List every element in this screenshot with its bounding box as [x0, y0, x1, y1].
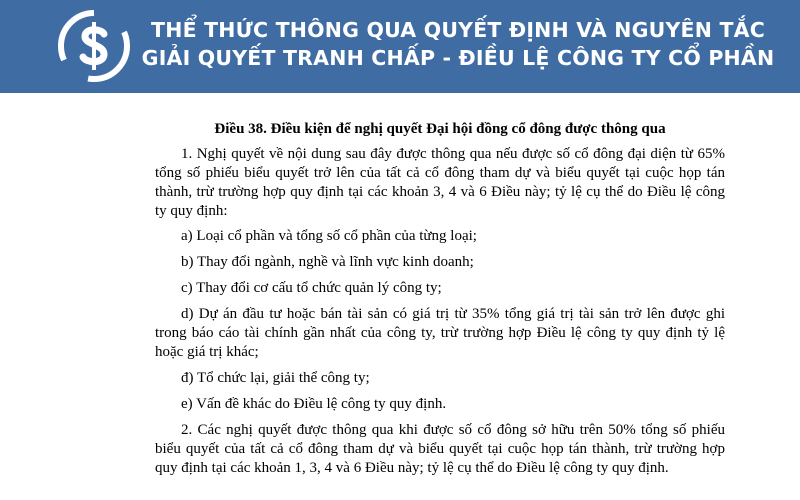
page-title [138, 16, 778, 72]
item-dd: đ) Tổ chức lại, giải thể công ty; [181, 370, 370, 386]
item-b: b) Thay đổi ngành, nghề và lĩnh vực kinh doanh; [181, 254, 474, 270]
document-body [155, 120, 725, 484]
dollar-coin-icon [58, 10, 130, 82]
page-title-line-1: THỂ THỨC THÔNG QUA QUYẾT ĐỊNH VÀ NGUYÊN TẮC [151, 18, 765, 42]
item-c: c) Thay đổi cơ cấu tổ chức quản lý công ty; [181, 280, 442, 296]
clause-2: 2. Các nghị quyết được thông qua khi được số cổ đông sở hữu trên 50% tổng số phiếu biểu quyết của tất cả cổ đông tham dự và biểu quyết tại cuộc họp tán thành, trừ trường hợp quy định tại các khoản 1, 3, 4 và 6 Điều này; tỷ lệ cụ thể do Điều lệ công ty quy định. [155, 422, 725, 476]
item-a: a) Loại cổ phần và tổng số cổ phần của từng loại; [181, 228, 477, 244]
article-heading: Điều 38. Điều kiện để nghị quyết Đại hội đồng cổ đông được thông qua [214, 121, 666, 137]
clause-1: 1. Nghị quyết về nội dung sau đây được thông qua nếu được số cổ đông đại diện từ 65% tổng số phiếu biểu quyết trở lên của tất cả cổ đông tham dự và biểu quyết tại cuộc họp tán thành, trừ trường hợp quy định tại các khoản 3, 4 và 6 Điều này; tỷ lệ cụ thể do Điều lệ công ty quy định: [155, 146, 725, 219]
item-d: d) Dự án đầu tư hoặc bán tài sản có giá trị từ 35% tổng giá trị tài sản trở lên được ghi trong báo cáo tài chính gần nhất của công ty, trừ trường hợp Điều lệ công ty quy định tỷ lệ hoặc giá trị khác; [155, 306, 725, 360]
item-e: e) Vấn đề khác do Điều lệ công ty quy định. [181, 396, 447, 412]
title-banner [0, 0, 800, 93]
page-title-line-2: GIẢI QUYẾT TRANH CHẤP - ĐIỀU LỆ CÔNG TY CỔ PHẦN [141, 46, 775, 70]
